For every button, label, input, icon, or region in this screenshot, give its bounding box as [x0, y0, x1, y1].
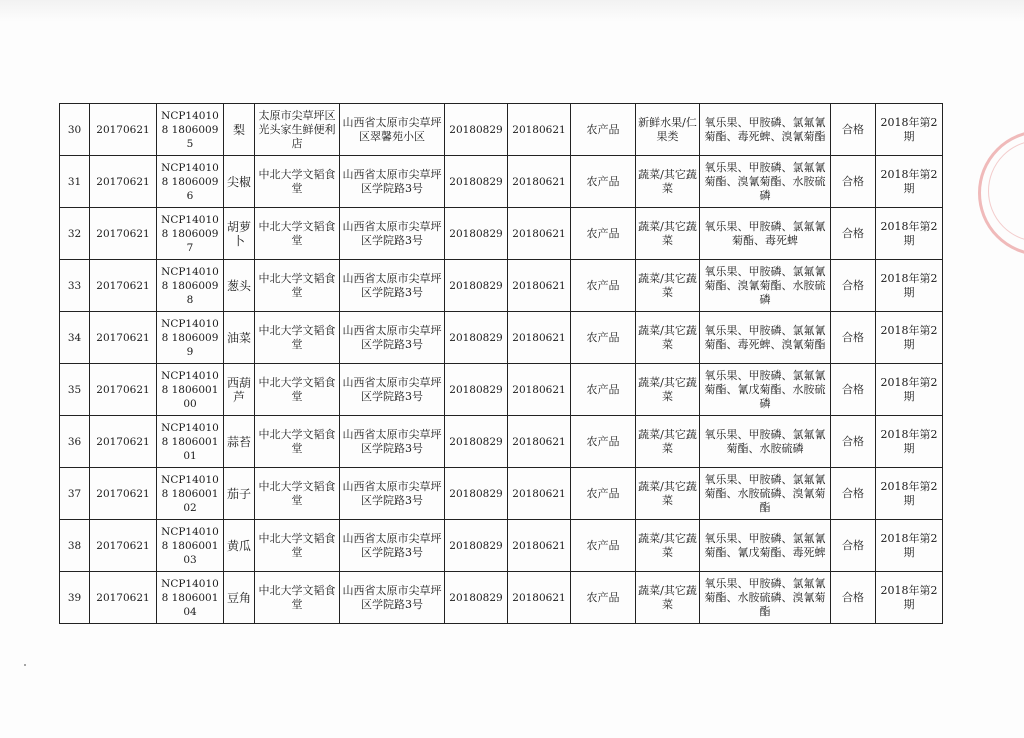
- issue-cell: 2018年第2期: [876, 260, 943, 312]
- issue-cell: 2018年第2期: [876, 104, 943, 156]
- report-date-cell: 20180829: [445, 208, 508, 260]
- seller-cell: 中北大学文韬食堂: [255, 260, 340, 312]
- source-cell: 农产品: [571, 364, 636, 416]
- table-row: [60, 520, 943, 572]
- sample-code-cell: NCP140108 180600100: [157, 364, 224, 416]
- sample-date-cell: 20180621: [508, 572, 571, 624]
- test-items-cell: 氧乐果、甲胺磷、氯氟氰菊酯、氰戊菊酯、毒死蜱: [700, 520, 831, 572]
- result-cell: 合格: [831, 104, 876, 156]
- source-cell: 农产品: [571, 156, 636, 208]
- source-cell: 农产品: [571, 312, 636, 364]
- scan-speck: [24, 664, 26, 666]
- report-date-cell: 20180829: [445, 156, 508, 208]
- sample-date-cell: 20180621: [508, 156, 571, 208]
- product-name-cell: 西葫芦: [224, 364, 255, 416]
- source-cell: 农产品: [571, 260, 636, 312]
- product-name-cell: 黄瓜: [224, 520, 255, 572]
- date-cell: 20170621: [90, 364, 157, 416]
- table-row: [60, 572, 943, 624]
- test-items-cell: 氧乐果、甲胺磷、氯氟氰菊酯、毒死蜱、溴氰菊酯: [700, 104, 831, 156]
- sample-code-cell: NCP140108 18060098: [157, 260, 224, 312]
- address-cell: 山西省太原市尖草坪区学院路3号: [340, 312, 445, 364]
- sample-code-cell: NCP140108 180600101: [157, 416, 224, 468]
- seller-cell: 中北大学文韬食堂: [255, 416, 340, 468]
- address-cell: 山西省太原市尖草坪区学院路3号: [340, 208, 445, 260]
- report-date-cell: 20180829: [445, 520, 508, 572]
- address-cell: 山西省太原市尖草坪区学院路3号: [340, 572, 445, 624]
- source-cell: 农产品: [571, 468, 636, 520]
- test-items-cell: 氧乐果、甲胺磷、氯氟氰菊酯、毒死蜱: [700, 208, 831, 260]
- address-cell: 山西省太原市尖草坪区学院路3号: [340, 520, 445, 572]
- table-row: [60, 312, 943, 364]
- address-cell: 山西省太原市尖草坪区学院路3号: [340, 156, 445, 208]
- category-cell: 新鲜水果/仁果类: [636, 104, 700, 156]
- test-items-cell: 氧乐果、甲胺磷、氯氟氰菊酯、水胺硫磷、溴氰菊酯: [700, 572, 831, 624]
- address-cell: 山西省太原市尖草坪区学院路3号: [340, 364, 445, 416]
- row-number-cell: 33: [60, 260, 90, 312]
- sample-date-cell: 20180621: [508, 364, 571, 416]
- date-cell: 20170621: [90, 156, 157, 208]
- result-cell: 合格: [831, 364, 876, 416]
- test-items-cell: 氧乐果、甲胺磷、氯氟氰菊酯、溴氰菊酯、水胺硫磷: [700, 260, 831, 312]
- test-items-cell: 氧乐果、甲胺磷、氯氟氰菊酯、水胺硫磷、溴氰菊酯: [700, 468, 831, 520]
- table-row: [60, 416, 943, 468]
- issue-cell: 2018年第2期: [876, 208, 943, 260]
- address-cell: 山西省太原市尖草坪区学院路3号: [340, 260, 445, 312]
- report-date-cell: 20180829: [445, 260, 508, 312]
- seller-cell: 中北大学文韬食堂: [255, 572, 340, 624]
- issue-cell: 2018年第2期: [876, 468, 943, 520]
- table-row: [60, 208, 943, 260]
- table-row: [60, 364, 943, 416]
- sample-code-cell: NCP140108 18060095: [157, 104, 224, 156]
- issue-cell: 2018年第2期: [876, 364, 943, 416]
- report-date-cell: 20180829: [445, 364, 508, 416]
- category-cell: 蔬菜/其它蔬菜: [636, 416, 700, 468]
- sample-date-cell: 20180621: [508, 104, 571, 156]
- product-name-cell: 茄子: [224, 468, 255, 520]
- date-cell: 20170621: [90, 572, 157, 624]
- source-cell: 农产品: [571, 208, 636, 260]
- row-number-cell: 37: [60, 468, 90, 520]
- seller-cell: 中北大学文韬食堂: [255, 468, 340, 520]
- source-cell: 农产品: [571, 416, 636, 468]
- row-number-cell: 39: [60, 572, 90, 624]
- report-date-cell: 20180829: [445, 312, 508, 364]
- result-cell: 合格: [831, 468, 876, 520]
- issue-cell: 2018年第2期: [876, 312, 943, 364]
- row-number-cell: 32: [60, 208, 90, 260]
- result-cell: 合格: [831, 572, 876, 624]
- product-name-cell: 尖椒: [224, 156, 255, 208]
- seller-cell: 中北大学文韬食堂: [255, 312, 340, 364]
- seller-cell: 中北大学文韬食堂: [255, 364, 340, 416]
- table-body: [60, 104, 943, 624]
- test-items-cell: 氧乐果、甲胺磷、氯氟氰菊酯、溴氰菊酯、水胺硫磷: [700, 156, 831, 208]
- category-cell: 蔬菜/其它蔬菜: [636, 260, 700, 312]
- table-row: [60, 104, 943, 156]
- address-cell: 山西省太原市尖草坪区学院路3号: [340, 468, 445, 520]
- category-cell: 蔬菜/其它蔬菜: [636, 364, 700, 416]
- test-items-cell: 氧乐果、甲胺磷、氯氟氰菊酯、毒死蜱、溴氰菊酯: [700, 312, 831, 364]
- report-date-cell: 20180829: [445, 572, 508, 624]
- date-cell: 20170621: [90, 468, 157, 520]
- sample-code-cell: NCP140108 180600104: [157, 572, 224, 624]
- product-name-cell: 葱头: [224, 260, 255, 312]
- issue-cell: 2018年第2期: [876, 156, 943, 208]
- category-cell: 蔬菜/其它蔬菜: [636, 208, 700, 260]
- report-date-cell: 20180829: [445, 468, 508, 520]
- sample-date-cell: 20180621: [508, 468, 571, 520]
- sample-code-cell: NCP140108 180600103: [157, 520, 224, 572]
- category-cell: 蔬菜/其它蔬菜: [636, 468, 700, 520]
- test-items-cell: 氧乐果、甲胺磷、氯氟氰菊酯、水胺硫磷: [700, 416, 831, 468]
- scan-edge-shadow: [0, 0, 1024, 22]
- sample-code-cell: NCP140108 18060096: [157, 156, 224, 208]
- row-number-cell: 38: [60, 520, 90, 572]
- product-name-cell: 油菜: [224, 312, 255, 364]
- source-cell: 农产品: [571, 572, 636, 624]
- seller-cell: 太原市尖草坪区光头家生鲜便利店: [255, 104, 340, 156]
- category-cell: 蔬菜/其它蔬菜: [636, 156, 700, 208]
- sample-date-cell: 20180621: [508, 260, 571, 312]
- sample-code-cell: NCP140108 18060097: [157, 208, 224, 260]
- result-cell: 合格: [831, 416, 876, 468]
- sample-date-cell: 20180621: [508, 520, 571, 572]
- product-name-cell: 梨: [224, 104, 255, 156]
- seller-cell: 中北大学文韬食堂: [255, 208, 340, 260]
- report-date-cell: 20180829: [445, 104, 508, 156]
- issue-cell: 2018年第2期: [876, 416, 943, 468]
- result-cell: 合格: [831, 312, 876, 364]
- address-cell: 山西省太原市尖草坪区翠馨苑小区: [340, 104, 445, 156]
- report-date-cell: 20180829: [445, 416, 508, 468]
- table-row: [60, 156, 943, 208]
- result-cell: 合格: [831, 156, 876, 208]
- date-cell: 20170621: [90, 312, 157, 364]
- date-cell: 20170621: [90, 104, 157, 156]
- test-items-cell: 氧乐果、甲胺磷、氯氟氰菊酯、氰戊菊酯、水胺硫磷: [700, 364, 831, 416]
- result-cell: 合格: [831, 260, 876, 312]
- inspection-results-table: [59, 103, 943, 624]
- row-number-cell: 30: [60, 104, 90, 156]
- product-name-cell: 蒜苔: [224, 416, 255, 468]
- category-cell: 蔬菜/其它蔬菜: [636, 312, 700, 364]
- product-name-cell: 豆角: [224, 572, 255, 624]
- product-name-cell: 胡萝卜: [224, 208, 255, 260]
- date-cell: 20170621: [90, 520, 157, 572]
- row-number-cell: 36: [60, 416, 90, 468]
- issue-cell: 2018年第2期: [876, 520, 943, 572]
- sample-date-cell: 20180621: [508, 208, 571, 260]
- row-number-cell: 34: [60, 312, 90, 364]
- issue-cell: 2018年第2期: [876, 572, 943, 624]
- date-cell: 20170621: [90, 260, 157, 312]
- sample-date-cell: 20180621: [508, 416, 571, 468]
- date-cell: 20170621: [90, 416, 157, 468]
- sample-date-cell: 20180621: [508, 312, 571, 364]
- sample-code-cell: NCP140108 180600102: [157, 468, 224, 520]
- result-cell: 合格: [831, 520, 876, 572]
- source-cell: 农产品: [571, 520, 636, 572]
- category-cell: 蔬菜/其它蔬菜: [636, 572, 700, 624]
- source-cell: 农产品: [571, 104, 636, 156]
- table-row: [60, 468, 943, 520]
- row-number-cell: 35: [60, 364, 90, 416]
- address-cell: 山西省太原市尖草坪区学院路3号: [340, 416, 445, 468]
- result-cell: 合格: [831, 208, 876, 260]
- row-number-cell: 31: [60, 156, 90, 208]
- sample-code-cell: NCP140108 18060099: [157, 312, 224, 364]
- seller-cell: 中北大学文韬食堂: [255, 156, 340, 208]
- seller-cell: 中北大学文韬食堂: [255, 520, 340, 572]
- table-row: [60, 260, 943, 312]
- category-cell: 蔬菜/其它蔬菜: [636, 520, 700, 572]
- date-cell: 20170621: [90, 208, 157, 260]
